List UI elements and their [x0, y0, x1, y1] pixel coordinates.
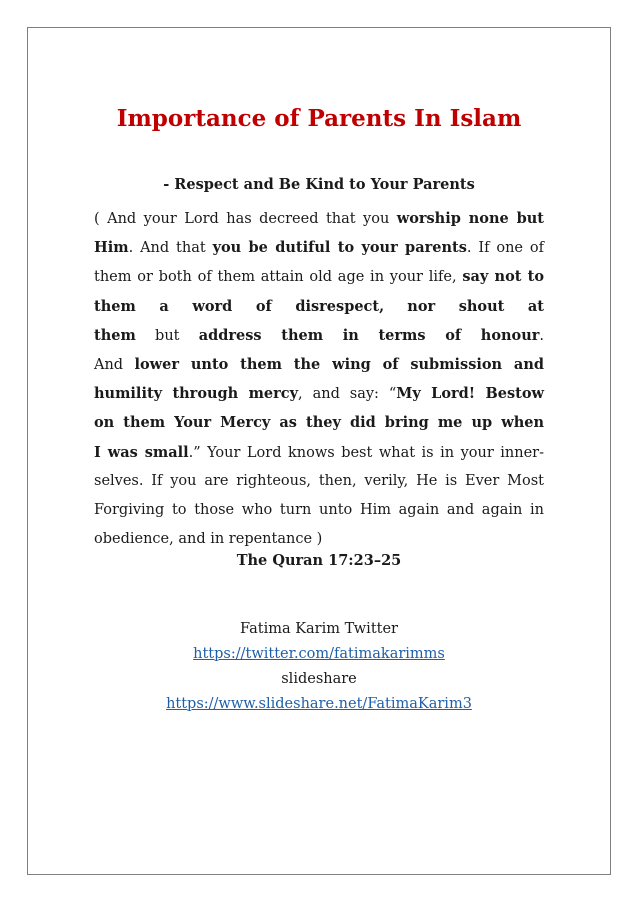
verse-text: selves. If you are righteous, then, verily, He is Ever Most [94, 472, 544, 489]
verse-paragraph [94, 204, 544, 554]
page-title: Importance of Parents In Islam [116, 105, 522, 132]
verse-text: obedience, and in repentance ) [94, 531, 323, 548]
verse-bold-text: on them Your Mercy as they did bring me up when [94, 414, 544, 432]
verse-bold-text: lower unto them the wing of submission and [134, 355, 544, 373]
twitter-link[interactable]: https://twitter.com/fatimakarimms [193, 646, 445, 662]
verse-line [94, 204, 544, 233]
verse-bold-text: humility through mercy [94, 385, 299, 403]
credits [0, 617, 638, 717]
verse-line [94, 438, 544, 467]
verse-text: them or both of them attain old age in your life, [94, 269, 463, 286]
slideshare-link[interactable]: https://www.slideshare.net/FatimaKarim3 [166, 696, 472, 712]
verse-bold-text: nor shout at [407, 297, 544, 315]
verse-text [384, 299, 407, 315]
verse-line [94, 496, 544, 525]
verse-bold-text: them a word of disrespect, [94, 297, 385, 315]
verse-line [94, 379, 544, 408]
verse-bold-text: worship none but [396, 210, 544, 227]
verse-line [94, 262, 544, 291]
verse-text: but [135, 327, 199, 344]
verse-line [94, 467, 544, 496]
verse-bold-text: My Lord! Bestow [396, 385, 544, 403]
twitter-label: Fatima Karim Twitter [240, 621, 398, 637]
verse-line [94, 292, 544, 321]
quran-reference: The Quran 17:23–25 [236, 552, 402, 569]
verse-bold-text: say not to [462, 268, 545, 286]
slideshare-label: slideshare [281, 671, 357, 687]
verse-bold-text: address them in terms of honour [198, 326, 540, 344]
verse-text: And [94, 356, 135, 373]
verse-text: , and say: “ [298, 386, 397, 403]
verse-bold-text: them [94, 326, 136, 344]
verse-line [94, 233, 544, 262]
verse-bold-text: Him [94, 239, 129, 257]
verse-text: Forgiving to those who turn unto Him again and again in [94, 501, 544, 518]
verse-text: ( And your Lord has decreed that you [94, 211, 397, 227]
verse-text: . And that [128, 240, 213, 257]
verse-line [94, 408, 544, 437]
verse-line [94, 350, 544, 379]
verse-text: . [539, 327, 544, 344]
verse-bold-text: I was small [94, 443, 189, 461]
verse-text: .” Your Lord knows best what is in your inner- [188, 444, 544, 461]
subtitle: - Respect and Be Kind to Your Parents [163, 176, 475, 193]
verse-text: . If one of [466, 240, 544, 257]
verse-line [94, 321, 544, 350]
verse-bold-text: you be dutiful to your parents [212, 239, 467, 257]
